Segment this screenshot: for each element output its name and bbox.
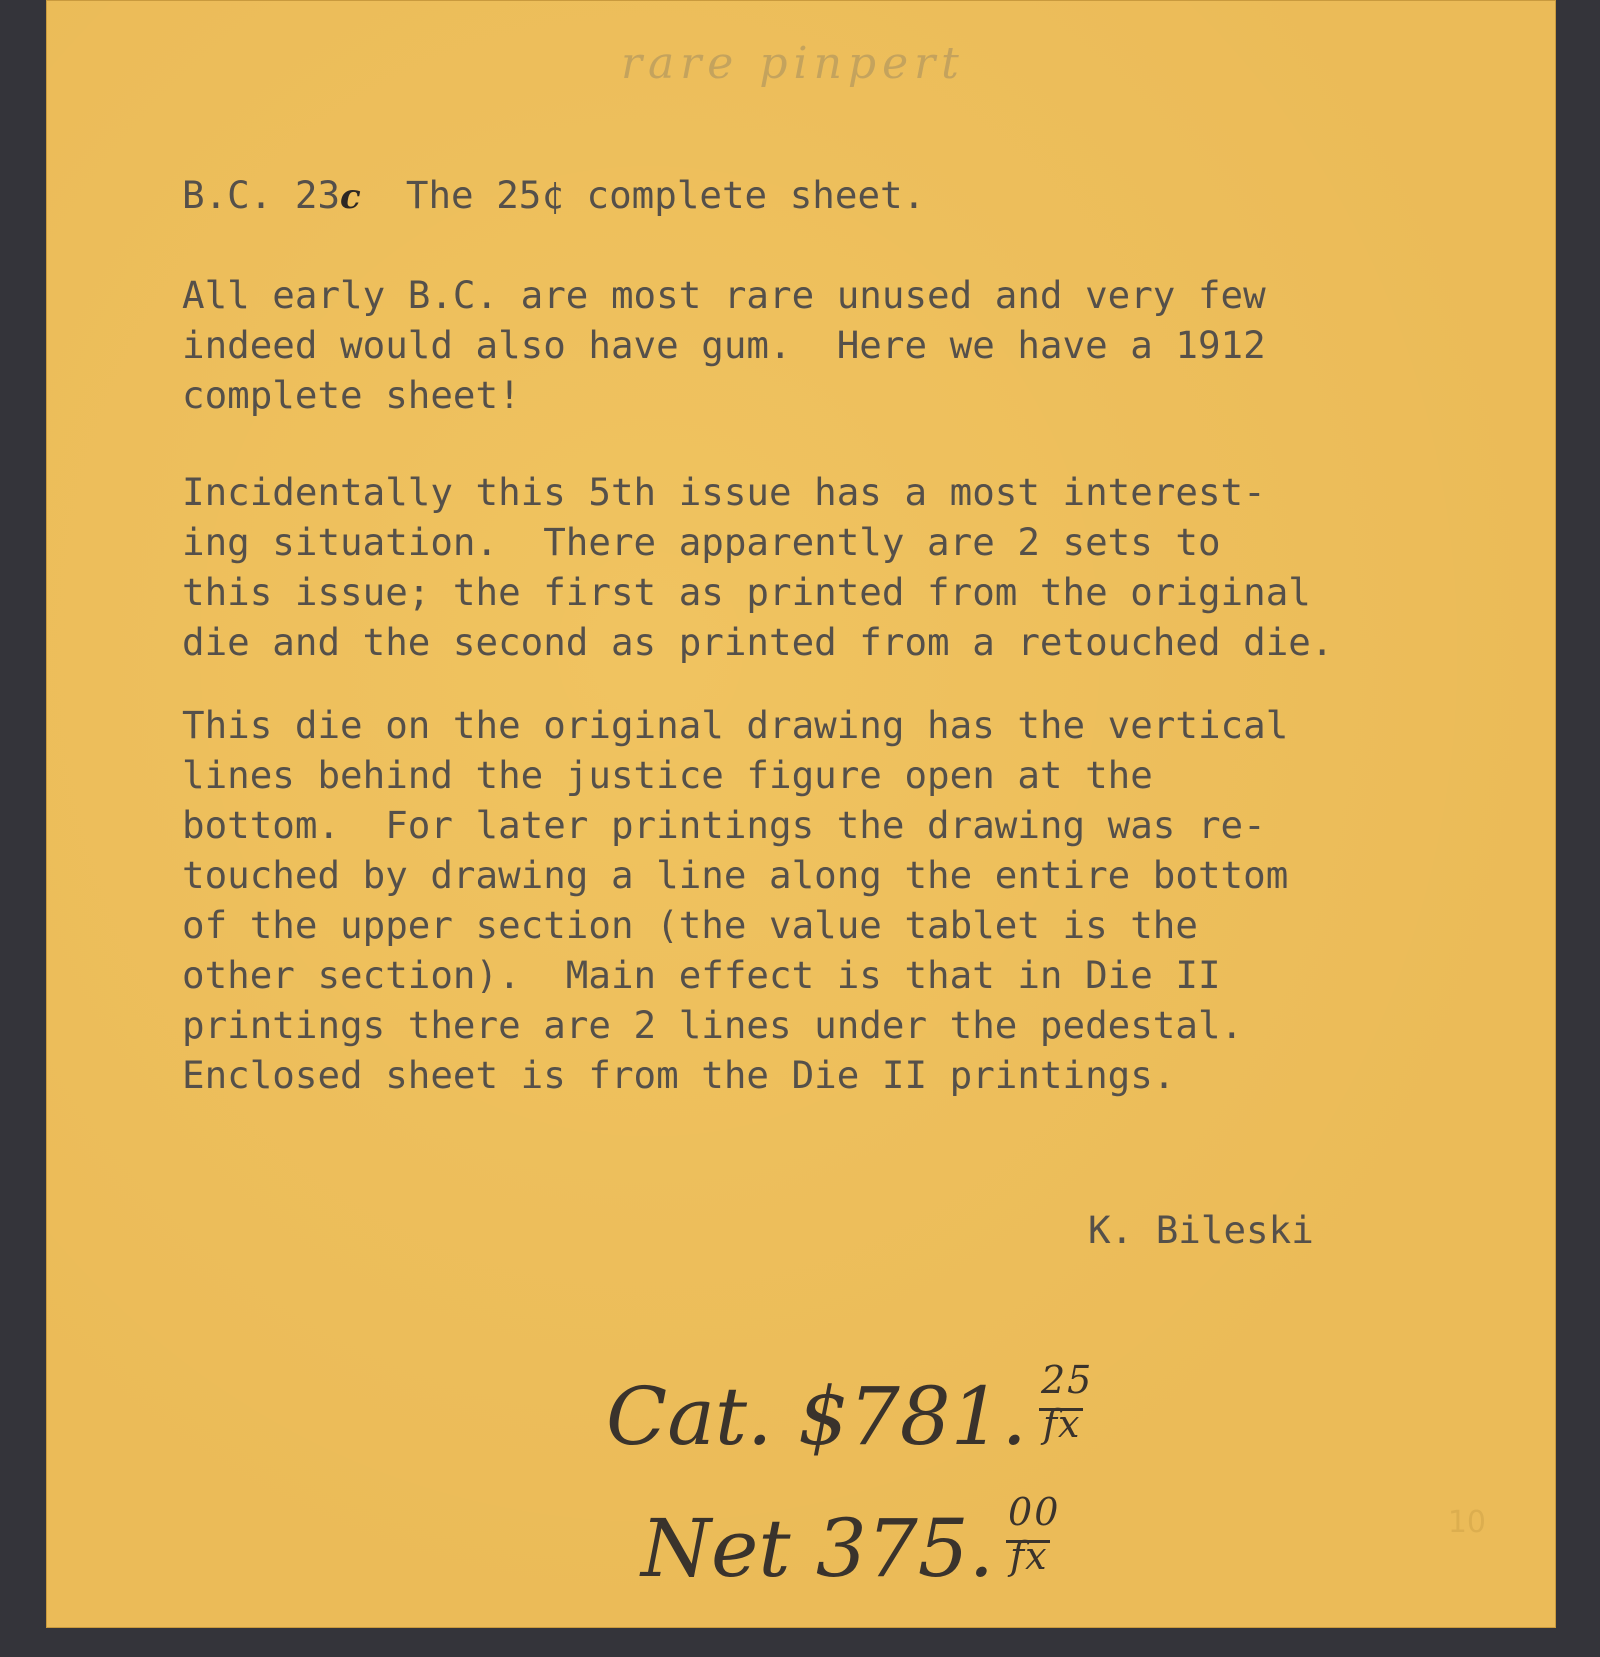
heading-title: The 25¢ complete sheet. xyxy=(360,173,926,217)
catalog-price-label: Cat. $781. xyxy=(606,1370,1027,1463)
net-price-cents: 00 xyxy=(1008,1490,1061,1534)
net-price-fraction xyxy=(1004,1490,1074,1582)
net-price-label: Net 375. xyxy=(641,1502,995,1595)
catalog-price-suffix: fx xyxy=(1042,1402,1081,1446)
faint-edge-mark: 10 xyxy=(1447,1505,1486,1540)
document-heading xyxy=(182,170,1552,220)
paragraph-intro: All early B.C. are most rare unused and very few indeed would also have gum. Here we have a 1912 complete sheet! xyxy=(182,273,1266,417)
paragraph-die-description: This die on the original drawing has the vertical lines behind the justice figure open at the bottom. For later printings the drawing was re- touched by drawing a line along the entire bottom of the upper section (the value tablet is the other section). Main effect is that in Die II printings there are 2 lines under the pedestal. Enclosed sheet is from the Die II printings. xyxy=(182,703,1289,1097)
handwritten-c-mark: c xyxy=(340,177,361,217)
net-price xyxy=(641,1490,1074,1595)
document-sheet xyxy=(46,0,1556,1628)
paragraph-issue-details: Incidentally this 5th issue has a most interest- ing situation. There apparently are 2 sets to this issue; the first as printed from the original die and the second as printed from a retouched die. xyxy=(182,470,1334,664)
net-price-suffix: fx xyxy=(1010,1534,1048,1578)
pencil-annotation: rare pinpert xyxy=(621,38,965,89)
heading-prefix: B.C. 23 xyxy=(182,173,341,217)
signature: K. Bileski xyxy=(1088,1208,1314,1252)
catalog-price xyxy=(606,1358,1107,1463)
catalog-price-cents: 25 xyxy=(1040,1358,1094,1402)
catalog-price-fraction xyxy=(1037,1358,1107,1450)
